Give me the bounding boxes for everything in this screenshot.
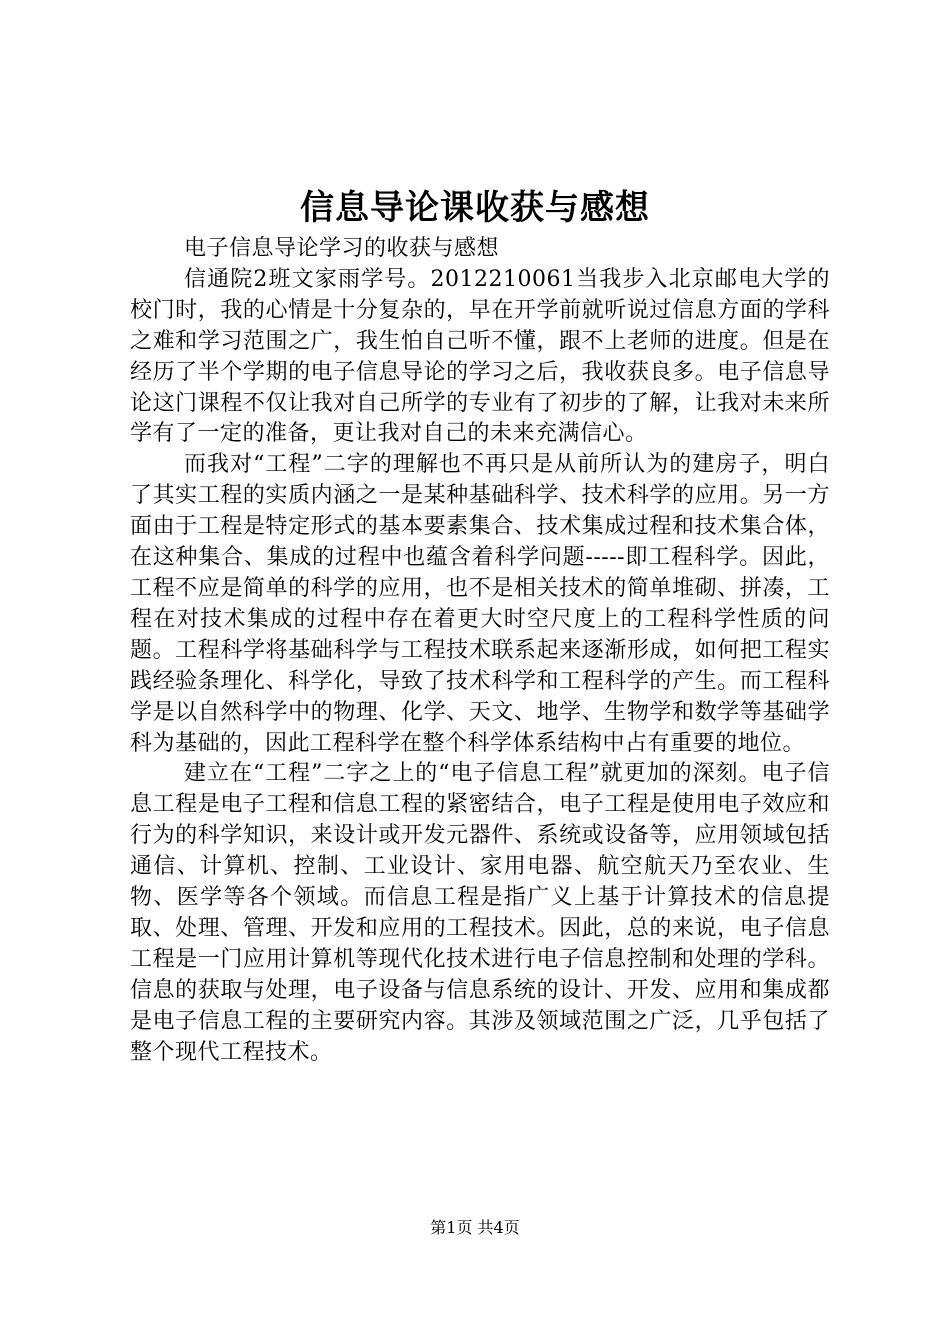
document-title: 信息导论课收获与感想	[300, 188, 650, 228]
page-footer: 第1页 共4页	[430, 1218, 520, 1237]
paragraph-intro: 信通院2班文家雨学号。2012210061当我步入北京邮电大学的校门时，我的心情是十分复杂的，早在开学前就听说过信息方面的学科之难和学习范围之广，我生怕自己听不懂，跟不上老师的进度。但是在经历了半个学期的电子信息导论的学习之后，我收获良多。电子信息导论这门课程不仅让我对自己所学的专业有了初步的了解，让我对未来所学有了一定的准备，更让我对自己的未来充满信心。	[130, 266, 830, 447]
paragraph-electronic-information: 建立在“工程”二字之上的“电子信息工程”就更加的深刻。电子信息工程是电子工程和信息工程的紧密结合，电子工程是使用电子效应和行为的科学知识，来设计或开发元器件、系统或设备等，应用领域包括通信、计算机、控制、工业设计、家用电器、航空航天乃至农业、生物、医学等各个领域。而信息工程是指广义上基于计算技术的信息提取、处理、管理、开发和应用的工程技术。因此，总的来说，电子信息工程是一门应用计算机等现代化技术进行电子信息控制和处理的学科。信息的获取与处理，电子设备与信息系统的设计、开发、应用和集成都是电子信息工程的主要研究内容。其涉及领域范围之广泛，几乎包括了整个现代工程技术。	[130, 761, 830, 1065]
document-body	[130, 234, 830, 1068]
paragraph-subtitle: 电子信息导论学习的收获与感想	[184, 236, 500, 261]
paragraph-engineering: 而我对“工程”二字的理解也不再只是从前所认为的建房子，明白了其实工程的实质内涵之一是某种基础科学、技术科学的应用。另一方面由于工程是特定形式的基本要素集合、技术集成过程和技术集合体，在这种集合、集成的过程中也蕴含着科学问题-----即工程科学。因此，工程不应是简单的科学的应用，也不是相关技术的简单堆砌、拼凑，工程在对技术集成的过程中存在着更大时空尺度上的工程科学性质的问题。工程科学将基础科学与工程技术联系起来逐渐形成，如何把工程实践经验条理化、科学化，导致了技术科学和工程科学的产生。而工程科学是以自然科学中的物理、化学、天文、地学、生物学和数学等基础学科为基础的，因此工程科学在整个科学体系结构中占有重要的地位。	[130, 452, 830, 756]
